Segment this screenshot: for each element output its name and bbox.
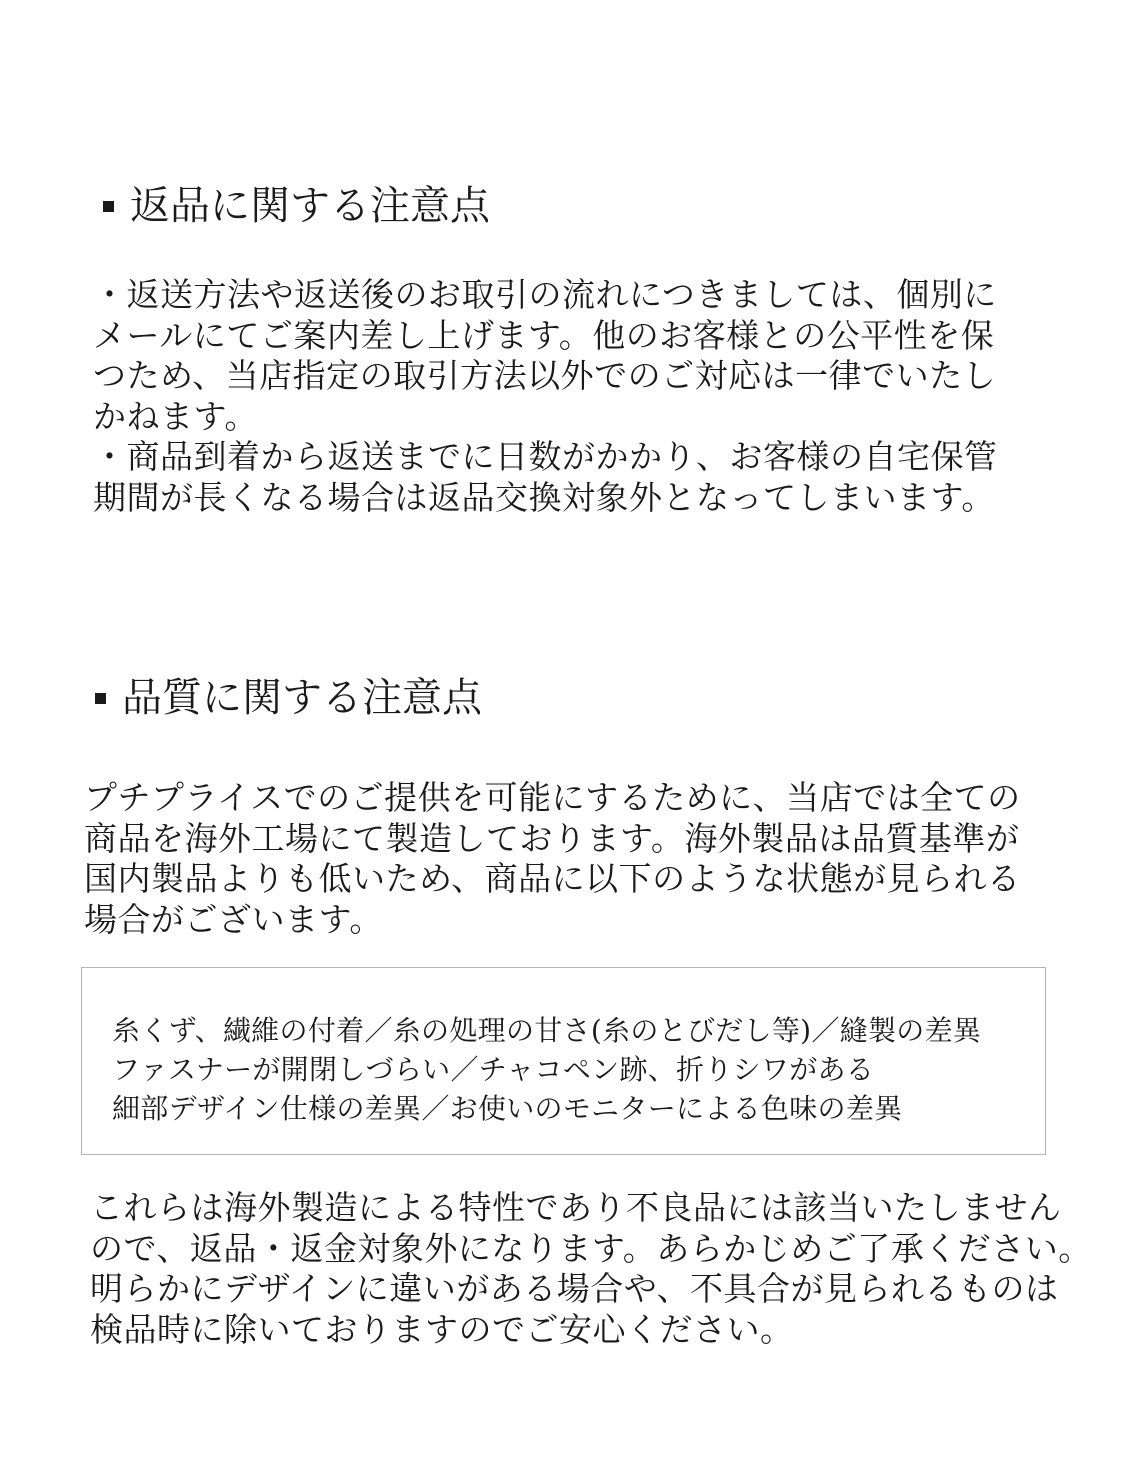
returns-section-title <box>103 181 490 231</box>
quality-intro-line: 国内製品よりも低いため、商品に以下のような状態が見られる <box>84 859 1021 898</box>
returns-line: ・商品到着から返送までに日数がかかり、お客様の自宅保管 <box>93 437 998 476</box>
quality-note-line: ので、返品・返金対象外になります。あらかじめご了承ください。 <box>90 1228 1092 1268</box>
quality-section-title <box>95 673 482 723</box>
square-bullet-icon <box>103 201 114 212</box>
quality-intro-line: 商品を海外工場にて製造しております。海外製品は品質基準が <box>84 818 1020 858</box>
returns-line: ・返送方法や返送後のお取引の流れにつきましては、個別に <box>93 275 997 314</box>
quality-note-text <box>90 1188 1092 1350</box>
defects-list <box>112 1011 981 1128</box>
quality-note-line: 明らかにデザインに違いがある場合や、不具合が見られるものは <box>90 1269 1059 1308</box>
quality-note-line: 検品時に除いておりますのでご安心ください。 <box>90 1309 794 1349</box>
returns-notice-text <box>93 275 998 518</box>
defect-item: 細部デザイン仕様の差異／お使いのモニターによる色味の差異 <box>112 1092 903 1125</box>
returns-line: かねます。 <box>93 396 258 436</box>
returns-line: 期間が長くなる場合は返品交換対象外となってしまいます。 <box>93 477 995 517</box>
returns-title-text: 返品に関する注意点 <box>130 183 490 229</box>
defects-list-box <box>81 967 1046 1155</box>
quality-intro-text <box>84 778 1021 940</box>
quality-title-text: 品質に関する注意点 <box>122 675 482 721</box>
quality-intro-line: プチプライスでのご提供を可能にするために、当店では全ての <box>84 778 1021 817</box>
returns-line: つため、当店指定の取引方法以外でのご対応は一律でいたし <box>93 356 997 395</box>
square-bullet-icon <box>95 693 106 704</box>
defect-item: ファスナーが開閉しづらい／チャコペン跡、折りシワがある <box>112 1053 875 1086</box>
returns-line: メールにてご案内差し上げます。他のお客様との公平性を保 <box>93 315 995 355</box>
quality-note-line: これらは海外製造による特性であり不良品には該当いたしません <box>90 1188 1062 1227</box>
quality-intro-line: 場合がございます。 <box>84 899 383 939</box>
defect-item: 糸くず、繊維の付着／糸の処理の甘さ(糸のとびだし等)／縫製の差異 <box>112 1014 982 1047</box>
